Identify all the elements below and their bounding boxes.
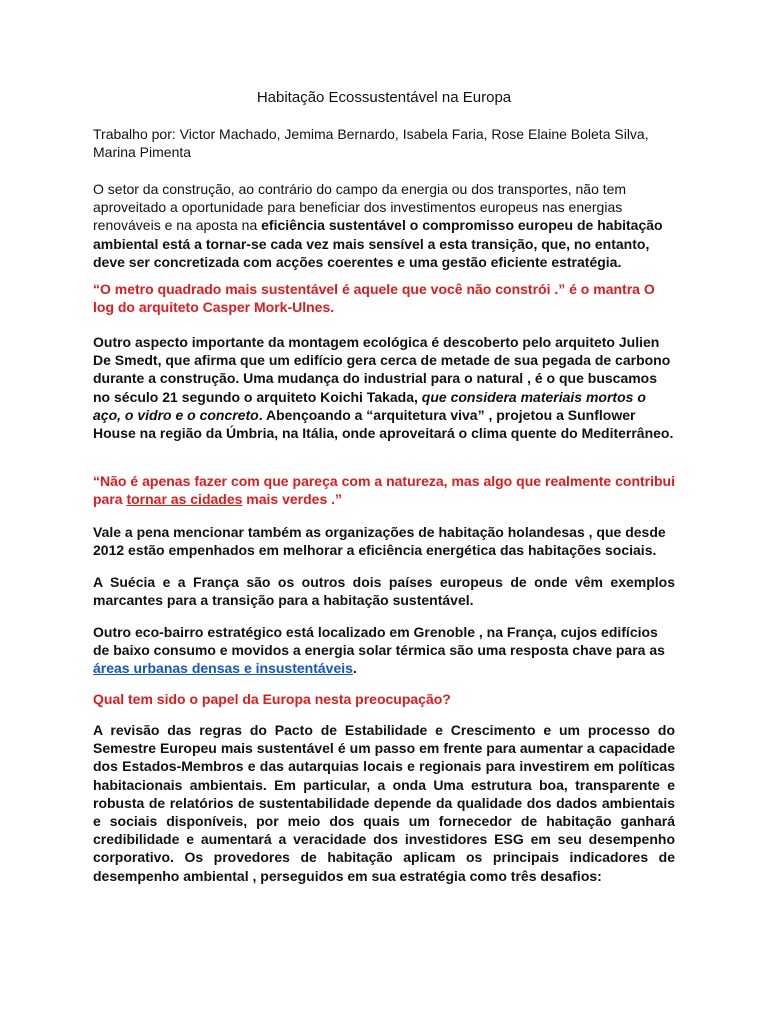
italic-text: que considera materiais mortos o aço, o vidro e o concreto	[93, 388, 646, 423]
quote-mork-ulnes: “O metro quadrado mais sustentável é aquele que você não constrói .” é o mantra O log do arquiteto Casper Mork-Ulnes.	[93, 281, 655, 316]
paragraph-grenoble	[93, 623, 675, 678]
quote-text: “Não é apenas fazer com que pareça com a natureza, mas algo que realmente contribui para	[93, 473, 675, 508]
underlined-text: tornar as cidades	[126, 491, 243, 508]
quote-nature	[93, 472, 675, 508]
intro-bold-text: eficiência sustentável o compromisso europeu de habitação ambiental está a tornar-se cada vez mais sensível a esta transição, que, no entanto, deve ser concretizada com acções coerentes e uma gestão eficiente estratégia.	[93, 217, 663, 270]
paragraph-end: .	[352, 660, 357, 677]
paragraph-text-end: . Abençoando a “arquitetura viva” , projetou a Sunflower House na região da Úmbria, na Itália, onde aproveitará o clima quente do Mediterrâneo.	[93, 406, 674, 442]
paragraph-ecological-assembly	[93, 333, 675, 442]
authors-line: Trabalho por: Victor Machado, Jemima Bernardo, Isabela Faria, Rose Elaine Boleta Silva, Marina Pimenta	[93, 126, 649, 161]
paragraph-text: Outro eco-bairro estratégico está localizado em Grenoble , na França, cujos edifícios de baixo consumo e movidos a energia solar térmica são uma resposta chave para as	[93, 624, 665, 659]
paragraph-sweden-france: A Suécia e a França são os outros dois países europeus de onde vêm exemplos marcantes para a transição para a habitação sustentável.	[93, 574, 675, 609]
paragraph-dutch-housing: Vale a pena mencionar também as organizações de habitação holandesas , que desde 2012 estão empenhados em melhorar a eficiência energética das habitações sociais.	[93, 524, 666, 559]
paragraph-text: Outro aspecto importante da montagem ecológica é descoberto pelo arquiteto Julien De Smedt, que afirma que um edifício gera cerca de metade de sua pegada de carbono durante a construção. Uma mudança do industrial para o natural , é o que buscamos no século 21 segundo o arquiteto Koichi Takada,	[93, 334, 671, 405]
intro-text: O setor da construção, ao contrário do campo da energia ou dos transportes, não tem aproveitado a oportunidade para beneficiar dos investimentos europeus nas energias renováveis e na aposta na	[93, 181, 627, 234]
dense-urban-areas-link[interactable]: áreas urbanas densas e insustentáveis	[93, 660, 353, 677]
quote-text-end: mais verdes .”	[242, 491, 343, 508]
document-title: Habitação Ecossustentável na Europa	[256, 89, 512, 106]
intro-paragraph	[93, 180, 675, 271]
question-heading: Qual tem sido o papel da Europa nesta preocupação?	[93, 691, 451, 707]
paragraph-europe-role: A revisão das regras do Pacto de Estabilidade e Crescimento e um processo do Semestre Europeu mais sustentável é um passo em frente para aumentar a capacidade dos Estados-Membros e das autarquias locais e regionais para investirem em políticas habitacionais ambientais. Em particular, a onda Uma estrutura boa, transparente e robusta de relatórios de sustentabilidade depende da qualidade dos dados ambientais e sociais disponíveis, por meio dos quais um fornecedor de habitação ganhará credibilidade e aumentará a veracidade dos investidores ESG em seu desempenho corporativo. Os provedores de habitação aplicam os principais indicadores de desempenho ambiental , perseguidos em sua estratégia como três desafios:	[93, 722, 675, 884]
